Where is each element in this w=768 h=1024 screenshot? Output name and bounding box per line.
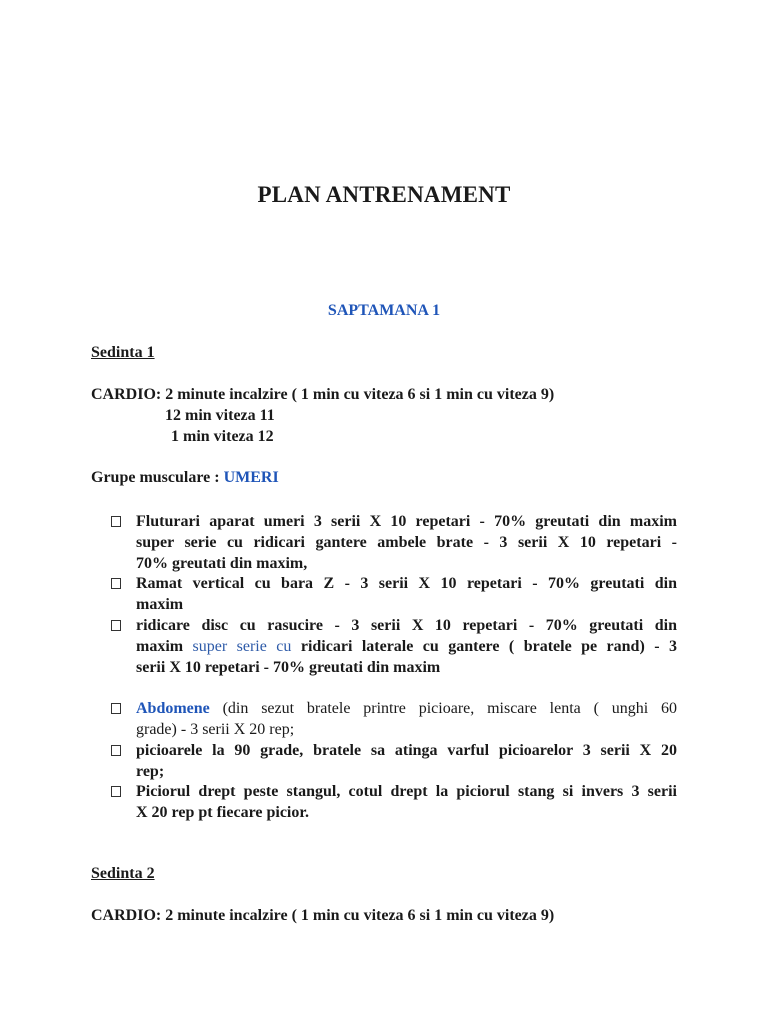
week-heading: SAPTAMANA 1: [327, 302, 441, 319]
square-bullet-icon: [111, 745, 121, 756]
abs-item: [136, 698, 677, 740]
muscle-group-value: UMERI: [223, 469, 279, 486]
exercise-line: super serie cu ridicari gantere ambele brate - 3 serii X 10 repetari -: [136, 534, 677, 551]
abs-line: Piciorul drept peste stangul, cotul drept la piciorul stang si invers 3 serii: [136, 783, 677, 800]
exercise-item: [136, 511, 677, 574]
abs-line: [136, 698, 677, 719]
cardio-line-2: 12 min viteza 11: [165, 407, 275, 424]
session-1-heading: Sedinta 1: [91, 344, 155, 361]
cardio-line-1: CARDIO: 2 minute incalzire ( 1 min cu viteza 6 si 1 min cu viteza 9): [91, 386, 555, 403]
muscle-group-label: Grupe musculare :: [91, 469, 224, 486]
exercise-line: maxim: [136, 596, 184, 613]
exercise-item: [136, 573, 677, 615]
square-bullet-icon: [111, 620, 121, 631]
exercise-line: 70% greutati din maxim,: [136, 555, 308, 572]
abs-item: [136, 781, 677, 823]
exercise-text: ridicari laterale cu gantere ( bratele pe rand) - 3: [300, 638, 677, 655]
exercise-item: [136, 615, 677, 678]
abs-line: grade) - 3 serii X 20 rep;: [136, 721, 295, 738]
exercise-line: Ramat vertical cu bara Z - 3 serii X 10 repetari - 70% greutati din: [136, 575, 677, 592]
exercise-text: maxim: [136, 638, 193, 655]
exercise-line: Fluturari aparat umeri 3 serii X 10 repetari - 70% greutati din maxim: [136, 513, 677, 530]
square-bullet-icon: [111, 516, 121, 527]
cardio-line-3: 1 min viteza 12: [171, 428, 274, 445]
square-bullet-icon: [111, 578, 121, 589]
exercise-line: ridicare disc cu rasucire - 3 serii X 10 repetari - 70% greutati din: [136, 617, 677, 634]
abs-line: rep;: [136, 763, 165, 780]
abs-line: X 20 rep pt fiecare picior.: [136, 804, 310, 821]
exercise-line: serii X 10 repetari - 70% greutati din maxim: [136, 659, 441, 676]
abs-text: (din sezut bratele printre picioare, miscare lenta ( unghi 60: [209, 700, 677, 717]
muscle-group-line: [91, 469, 279, 487]
abs-label: Abdomene: [136, 700, 210, 717]
abs-line: picioarele la 90 grade, bratele sa atinga varful picioarelor 3 serii X 20: [136, 742, 677, 759]
exercise-line: [136, 636, 677, 657]
page-title: PLAN ANTRENAMENT: [257, 182, 511, 207]
square-bullet-icon: [111, 703, 121, 714]
abs-item: [136, 740, 677, 782]
superset-text: super serie cu: [192, 638, 301, 655]
session-2-heading: Sedinta 2: [91, 865, 155, 882]
session-2-cardio-line: CARDIO: 2 minute incalzire ( 1 min cu viteza 6 si 1 min cu viteza 9): [91, 907, 555, 924]
square-bullet-icon: [111, 786, 121, 797]
